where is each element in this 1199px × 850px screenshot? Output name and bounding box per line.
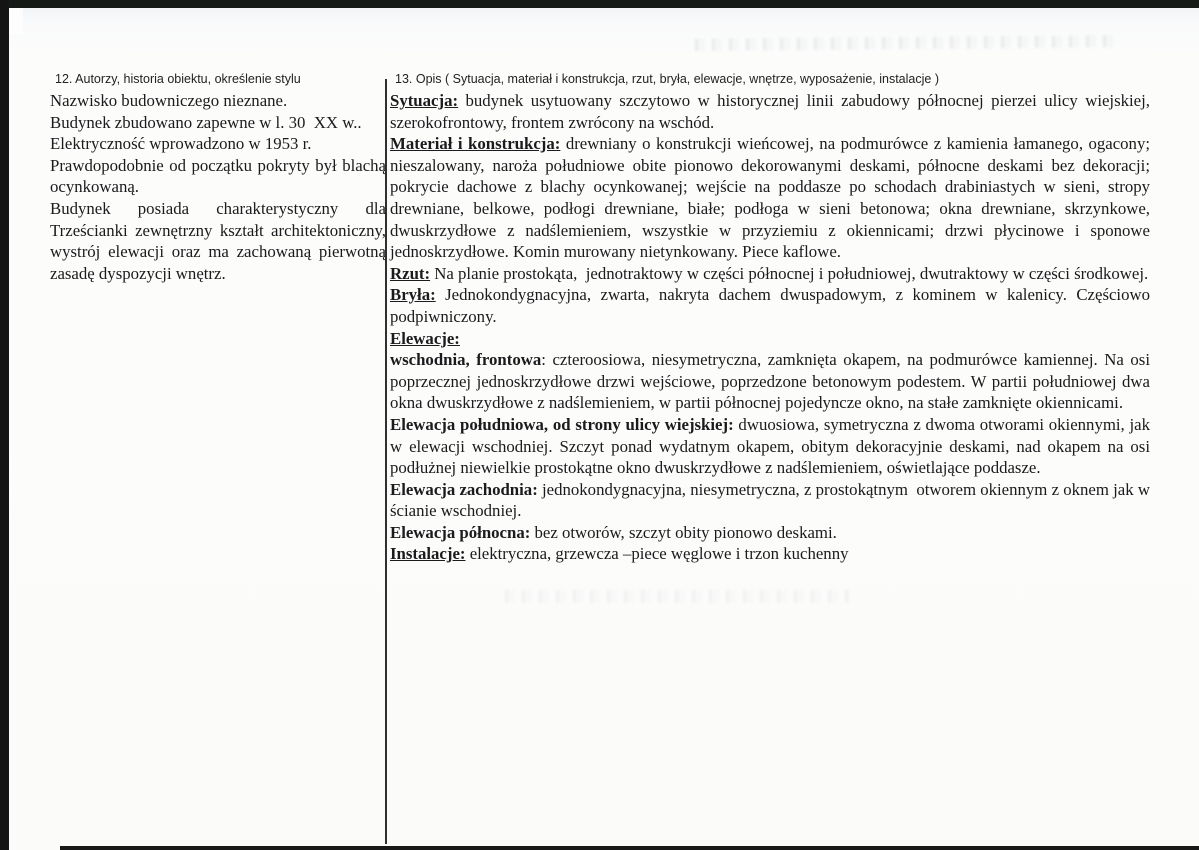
label-material-konstrukcja: Materiał i konstrukcja: <box>390 134 561 154</box>
label-bryla: Bryła: <box>390 285 436 305</box>
bleed-through-smudge-middle <box>505 590 850 603</box>
label-elewacja-polnocna: Elewacja północna: <box>390 522 531 542</box>
section-material-konstrukcja <box>390 133 1150 263</box>
paragraph-builder-unknown: Nazwisko budowniczego nieznane. <box>50 91 288 110</box>
label-elewacje: Elewacje: <box>390 328 460 348</box>
section-sytuacja <box>390 90 1150 133</box>
section-elewacja-zachodnia <box>390 479 1150 522</box>
section-rzut <box>390 263 1150 285</box>
section-elewacja-poludniowa <box>390 414 1150 479</box>
label-elewacja-wschodnia: wschodnia, frontowa <box>390 350 542 370</box>
paragraph-built-1930s: Budynek zbudowano zapewne w l. 30 XX w.. <box>50 112 362 132</box>
text-elewacja-zachodnia: jednokondygnacyjna, niesymetryczna, z prostokątnym otworem okiennym z oknem jak w ścianie wschodniej. <box>390 479 1150 521</box>
scan-edge-left <box>0 0 9 850</box>
text-elewacja-polnocna: bez otworów, szczyt obity pionowo deskami. <box>530 522 837 542</box>
section-13-description <box>390 72 1150 565</box>
paragraph-electricity-1953: Elektryczność wprowadzono w 1953 r. <box>50 134 312 154</box>
paragraph-roof-sheet: Prawdopodobnie od początku pokryty był blachą ocynkowaną. <box>50 155 386 197</box>
section-12-header: 12. Autorzy, historia obiektu, określenie stylu <box>55 72 301 86</box>
scan-edge-top <box>0 0 1199 8</box>
text-bryla: Jednokondygnacyjna, zwarta, nakryta dachem dwuspadowym, z kominem w kalenicy. Częściowo podpiwniczony. <box>390 285 1150 326</box>
section-instalacje <box>390 543 1150 565</box>
label-instalacje: Instalacje: <box>390 544 466 564</box>
scan-corner-sliver <box>9 8 23 34</box>
section-elewacja-wschodnia <box>390 349 1150 414</box>
paragraph-character: Budynek posiada charakterystyczny dla Trześcianki zewnętrzny kształt architektoniczny, wystrój elewacji oraz ma zachowaną pierwotną zasadę dyspozycji wnętrz. <box>50 198 386 283</box>
section-elewacja-polnocna <box>390 522 1150 544</box>
section-bryla <box>390 284 1150 327</box>
text-elewacja-wschodnia: : czteroosiowa, niesymetryczna, zamknięta okapem, na podmurówce kamiennej. Na osi poprzecznej jednoskrzydłowe drzwi wejściowe, poprzedzone betonowym podestem. W partii południowej dwa okna dwuskrzydłowe z nadślemieniem, w partii północnej pojedyncze okno, na stałe zamknięte okiennicami. <box>390 350 1150 413</box>
label-elewacja-poludniowa: Elewacja południowa, od strony ulicy wiejskiej: <box>390 414 734 434</box>
section-13-header: 13. Opis ( Sytuacja, materiał i konstrukcja, rzut, bryła, elewacje, wnętrze, wyposażenie, instalacje ) <box>395 72 939 86</box>
label-elewacja-zachodnia: Elewacja zachodnia: <box>390 479 538 499</box>
text-rzut: Na planie prostokąta, jednotraktowy w części północnej i południowej, dwutraktowy w części środkowej. <box>430 263 1149 283</box>
text-sytuacja: budynek usytuowany szczytowo w historycznej linii zabudowy północnej pierzei ulicy wiejskiej, szerokofrontowy, frontem zwrócony na wschód. <box>390 91 1150 132</box>
label-rzut: Rzut: <box>390 263 431 283</box>
section-12-authors-history <box>50 72 386 284</box>
text-elewacja-poludniowa: dwuosiowa, symetryczna z dwoma otworami okiennymi, jak w elewacji wschodniej. Szczyt ponad wydatnym okapem, obitym dekoracyjnie deskami, nad okapem na osi podłużnej niewielkie prostokątne okno dwuskrzydłowe z nadślemieniem, oświetlające poddasze. <box>390 414 1150 478</box>
bleed-through-smudge-top <box>695 35 1115 51</box>
section-elewacje-heading <box>390 328 1150 350</box>
text-instalacje: elektryczna, grzewcza –piece węglowe i trzon kuchenny <box>465 544 849 564</box>
text-material-konstrukcja: drewniany o konstrukcji wieńcowej, na podmurówce z kamienia łamanego, ogacony; nieszalowany, naroża południowe obite pionowo dekorowanymi deskami, północne deskami bez dekoracji; pokrycie dachowe z blachy ocynkowanej; wejście na poddasze po schodach drabiniastych w sieni, stropy drewniane, belkowe, podłogi drewniane, białe; podłoga w sieni betonowa; okna drewniane, skrzynkowe, dwuskrzydłowe z nadślemieniem, wszystkie w przyziemiu z okiennicami; drzwi płycinowe i sponowe jednoskrzydłowe. Komin murowany nietynkowany. Piece kaflowe. <box>390 134 1150 262</box>
scan-edge-bottom <box>60 846 1199 850</box>
label-sytuacja: Sytuacja: <box>390 91 459 110</box>
